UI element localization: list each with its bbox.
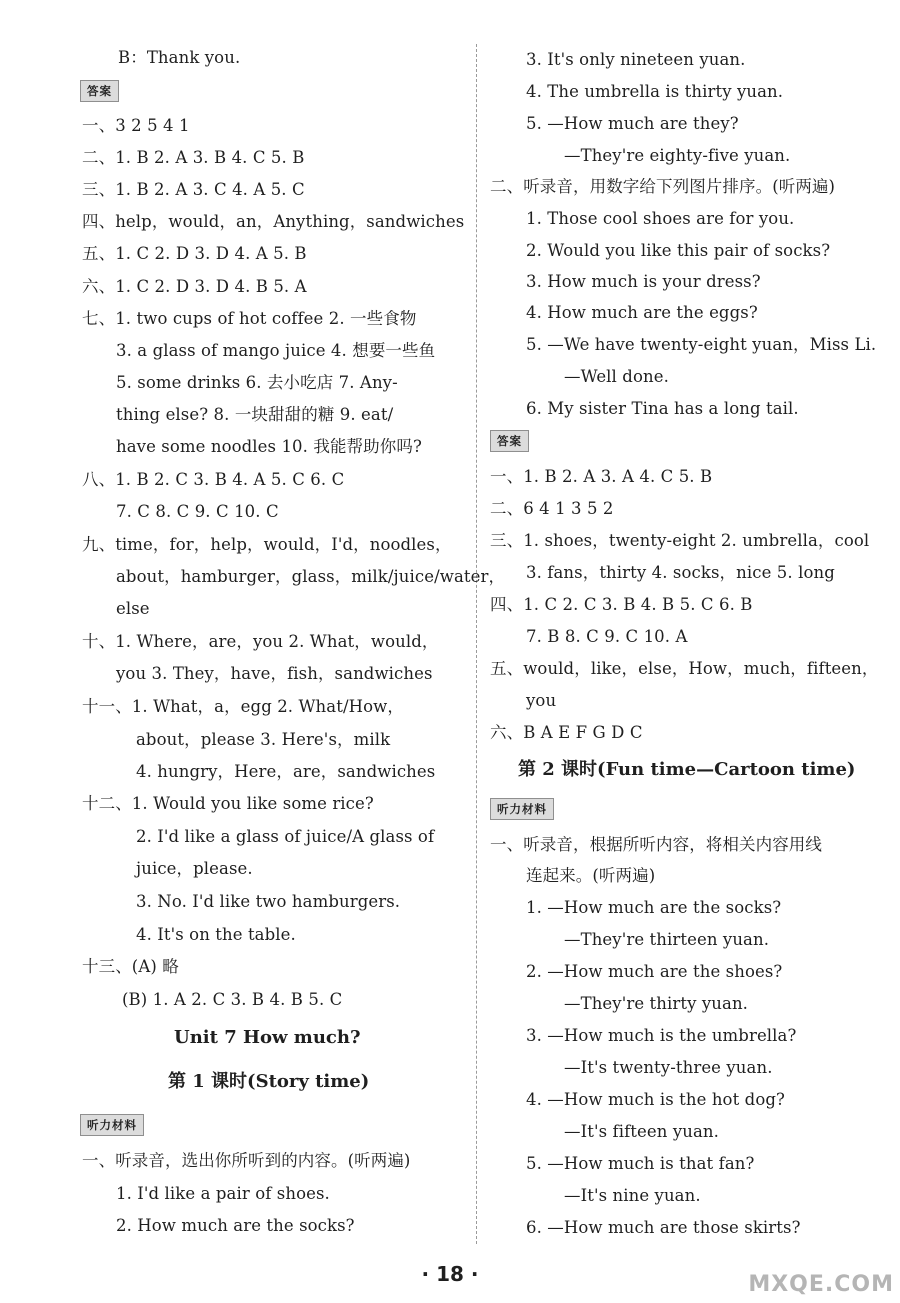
listening-line: —It's nine yuan. (564, 1186, 701, 1205)
listening-line: 4. —How much is the hot dog? (526, 1090, 785, 1109)
answer-line: 一、1. B 2. A 3. A 4. C 5. B (490, 467, 713, 486)
answer-tag: 答案 (80, 80, 119, 102)
answer-line: 十一、1. What，a，egg 2. What/How， (82, 697, 404, 716)
unit-title: Unit 7 How much? (174, 1027, 361, 1048)
listening-line: 5. —How much is that fan? (526, 1154, 755, 1173)
answer-line: 4. hungry，Here，are，sandwiches (136, 762, 436, 781)
answer-line: you (526, 691, 557, 710)
answer-line: 五、would，like，else，How，much，fifteen， (490, 659, 879, 678)
listening-tag: 听力材料 (490, 798, 554, 820)
answer-line: 3. No. I'd like two hamburgers. (136, 892, 401, 911)
answer-line: about，please 3. Here's，milk (136, 730, 391, 749)
answer-line: 2. I'd like a glass of juice/A glass of (136, 827, 435, 846)
answer-line: 六、B A E F G D C (490, 723, 643, 742)
listening-line: 6. —How much are those skirts? (526, 1218, 801, 1237)
listening-line: —They're eighty-five yuan. (564, 146, 791, 165)
listening-line: 1. I'd like a pair of shoes. (116, 1184, 330, 1203)
listening-line: 一、听录音，选出你所听到的内容。(听两遍) (82, 1151, 411, 1170)
answer-line: have some noodles 10. 我能帮助你吗? (116, 437, 422, 456)
listening-line: 3. —How much is the umbrella? (526, 1026, 797, 1045)
listening-line: 2. How much are the socks? (116, 1216, 355, 1235)
answer-line: 5. some drinks 6. 去小吃店 7. Any- (116, 373, 398, 392)
answer-line: 七、1. two cups of hot coffee 2. 一些食物 (82, 309, 417, 328)
listening-line: 1. Those cool shoes are for you. (526, 209, 795, 228)
listening-line: 2. —How much are the shoes? (526, 962, 783, 981)
text-line: B：Thank you. (118, 48, 241, 67)
listening-line: —It's twenty-three yuan. (564, 1058, 773, 1077)
watermark: MXQE.COM (748, 1272, 894, 1297)
answer-line: 一、3 2 5 4 1 (82, 116, 190, 135)
answer-line: 十三、(A) 略 (82, 957, 179, 976)
answer-line: 六、1. C 2. D 3. D 4. B 5. A (82, 277, 307, 296)
answer-line: 十、1. Where，are，you 2. What，would， (82, 632, 439, 651)
answer-line: 三、1. shoes，twenty-eight 2. umbrella，cool (490, 531, 870, 550)
lesson-title: 第 2 课时(Fun time—Cartoon time) (518, 759, 856, 780)
answer-line: (B) 1. A 2. C 3. B 4. B 5. C (122, 990, 343, 1009)
page-number: · 18 · (421, 1262, 479, 1286)
listening-line: 6. My sister Tina has a long tail. (526, 399, 799, 418)
listening-line: 3. How much is your dress? (526, 272, 761, 291)
answer-line: you 3. They，have，fish，sandwiches (116, 664, 433, 683)
lesson-title: 第 1 课时(Story time) (168, 1071, 370, 1092)
answer-line: 3. a glass of mango juice 4. 想要一些鱼 (116, 341, 436, 360)
answer-line: 五、1. C 2. D 3. D 4. A 5. B (82, 244, 307, 263)
listening-line: 1. —How much are the socks? (526, 898, 782, 917)
answer-line: 7. B 8. C 9. C 10. A (526, 627, 688, 646)
answer-line: 九、time，for，help，would，I'd，noodles， (82, 535, 452, 554)
listening-line: 连起来。(听两遍) (526, 866, 656, 885)
column-divider (476, 44, 477, 1244)
listening-line: —Well done. (564, 367, 669, 386)
listening-line: —They're thirteen yuan. (564, 930, 770, 949)
answer-line: about，hamburger，glass，milk/juice/water， (116, 567, 506, 586)
answer-line: juice，please. (136, 859, 253, 878)
listening-line: 2. Would you like this pair of socks? (526, 241, 831, 260)
listening-line: —They're thirty yuan. (564, 994, 749, 1013)
answer-line: 4. It's on the table. (136, 925, 296, 944)
listening-line: 5. —We have twenty-eight yuan，Miss Li. (526, 335, 877, 354)
answer-line: 二、1. B 2. A 3. B 4. C 5. B (82, 148, 305, 167)
listening-line: 5. —How much are they? (526, 114, 739, 133)
answer-tag: 答案 (490, 430, 529, 452)
answer-line: 四、help，would，an，Anything，sandwiches (82, 212, 465, 231)
answer-line: else (116, 599, 150, 618)
listening-line: 4. How much are the eggs? (526, 303, 758, 322)
listening-tag: 听力材料 (80, 1114, 144, 1136)
listening-line: 4. The umbrella is thirty yuan. (526, 82, 784, 101)
answer-line: 3. fans，thirty 4. socks，nice 5. long (526, 563, 835, 582)
listening-line: 一、听录音，根据所听内容，将相关内容用线 (490, 835, 822, 854)
answer-line: 八、1. B 2. C 3. B 4. A 5. C 6. C (82, 470, 345, 489)
answer-line: 7. C 8. C 9. C 10. C (116, 502, 279, 521)
answer-line: 三、1. B 2. A 3. C 4. A 5. C (82, 180, 305, 199)
answer-line: 四、1. C 2. C 3. B 4. B 5. C 6. B (490, 595, 753, 614)
answer-line: 二、6 4 1 3 5 2 (490, 499, 614, 518)
answer-line: 十二、1. Would you like some rice? (82, 794, 374, 813)
listening-line: —It's fifteen yuan. (564, 1122, 719, 1141)
listening-line: 二、听录音，用数字给下列图片排序。(听两遍) (490, 177, 836, 196)
listening-line: 3. It's only nineteen yuan. (526, 50, 746, 69)
answer-line: thing else? 8. 一块甜甜的糖 9. eat/ (116, 405, 394, 424)
